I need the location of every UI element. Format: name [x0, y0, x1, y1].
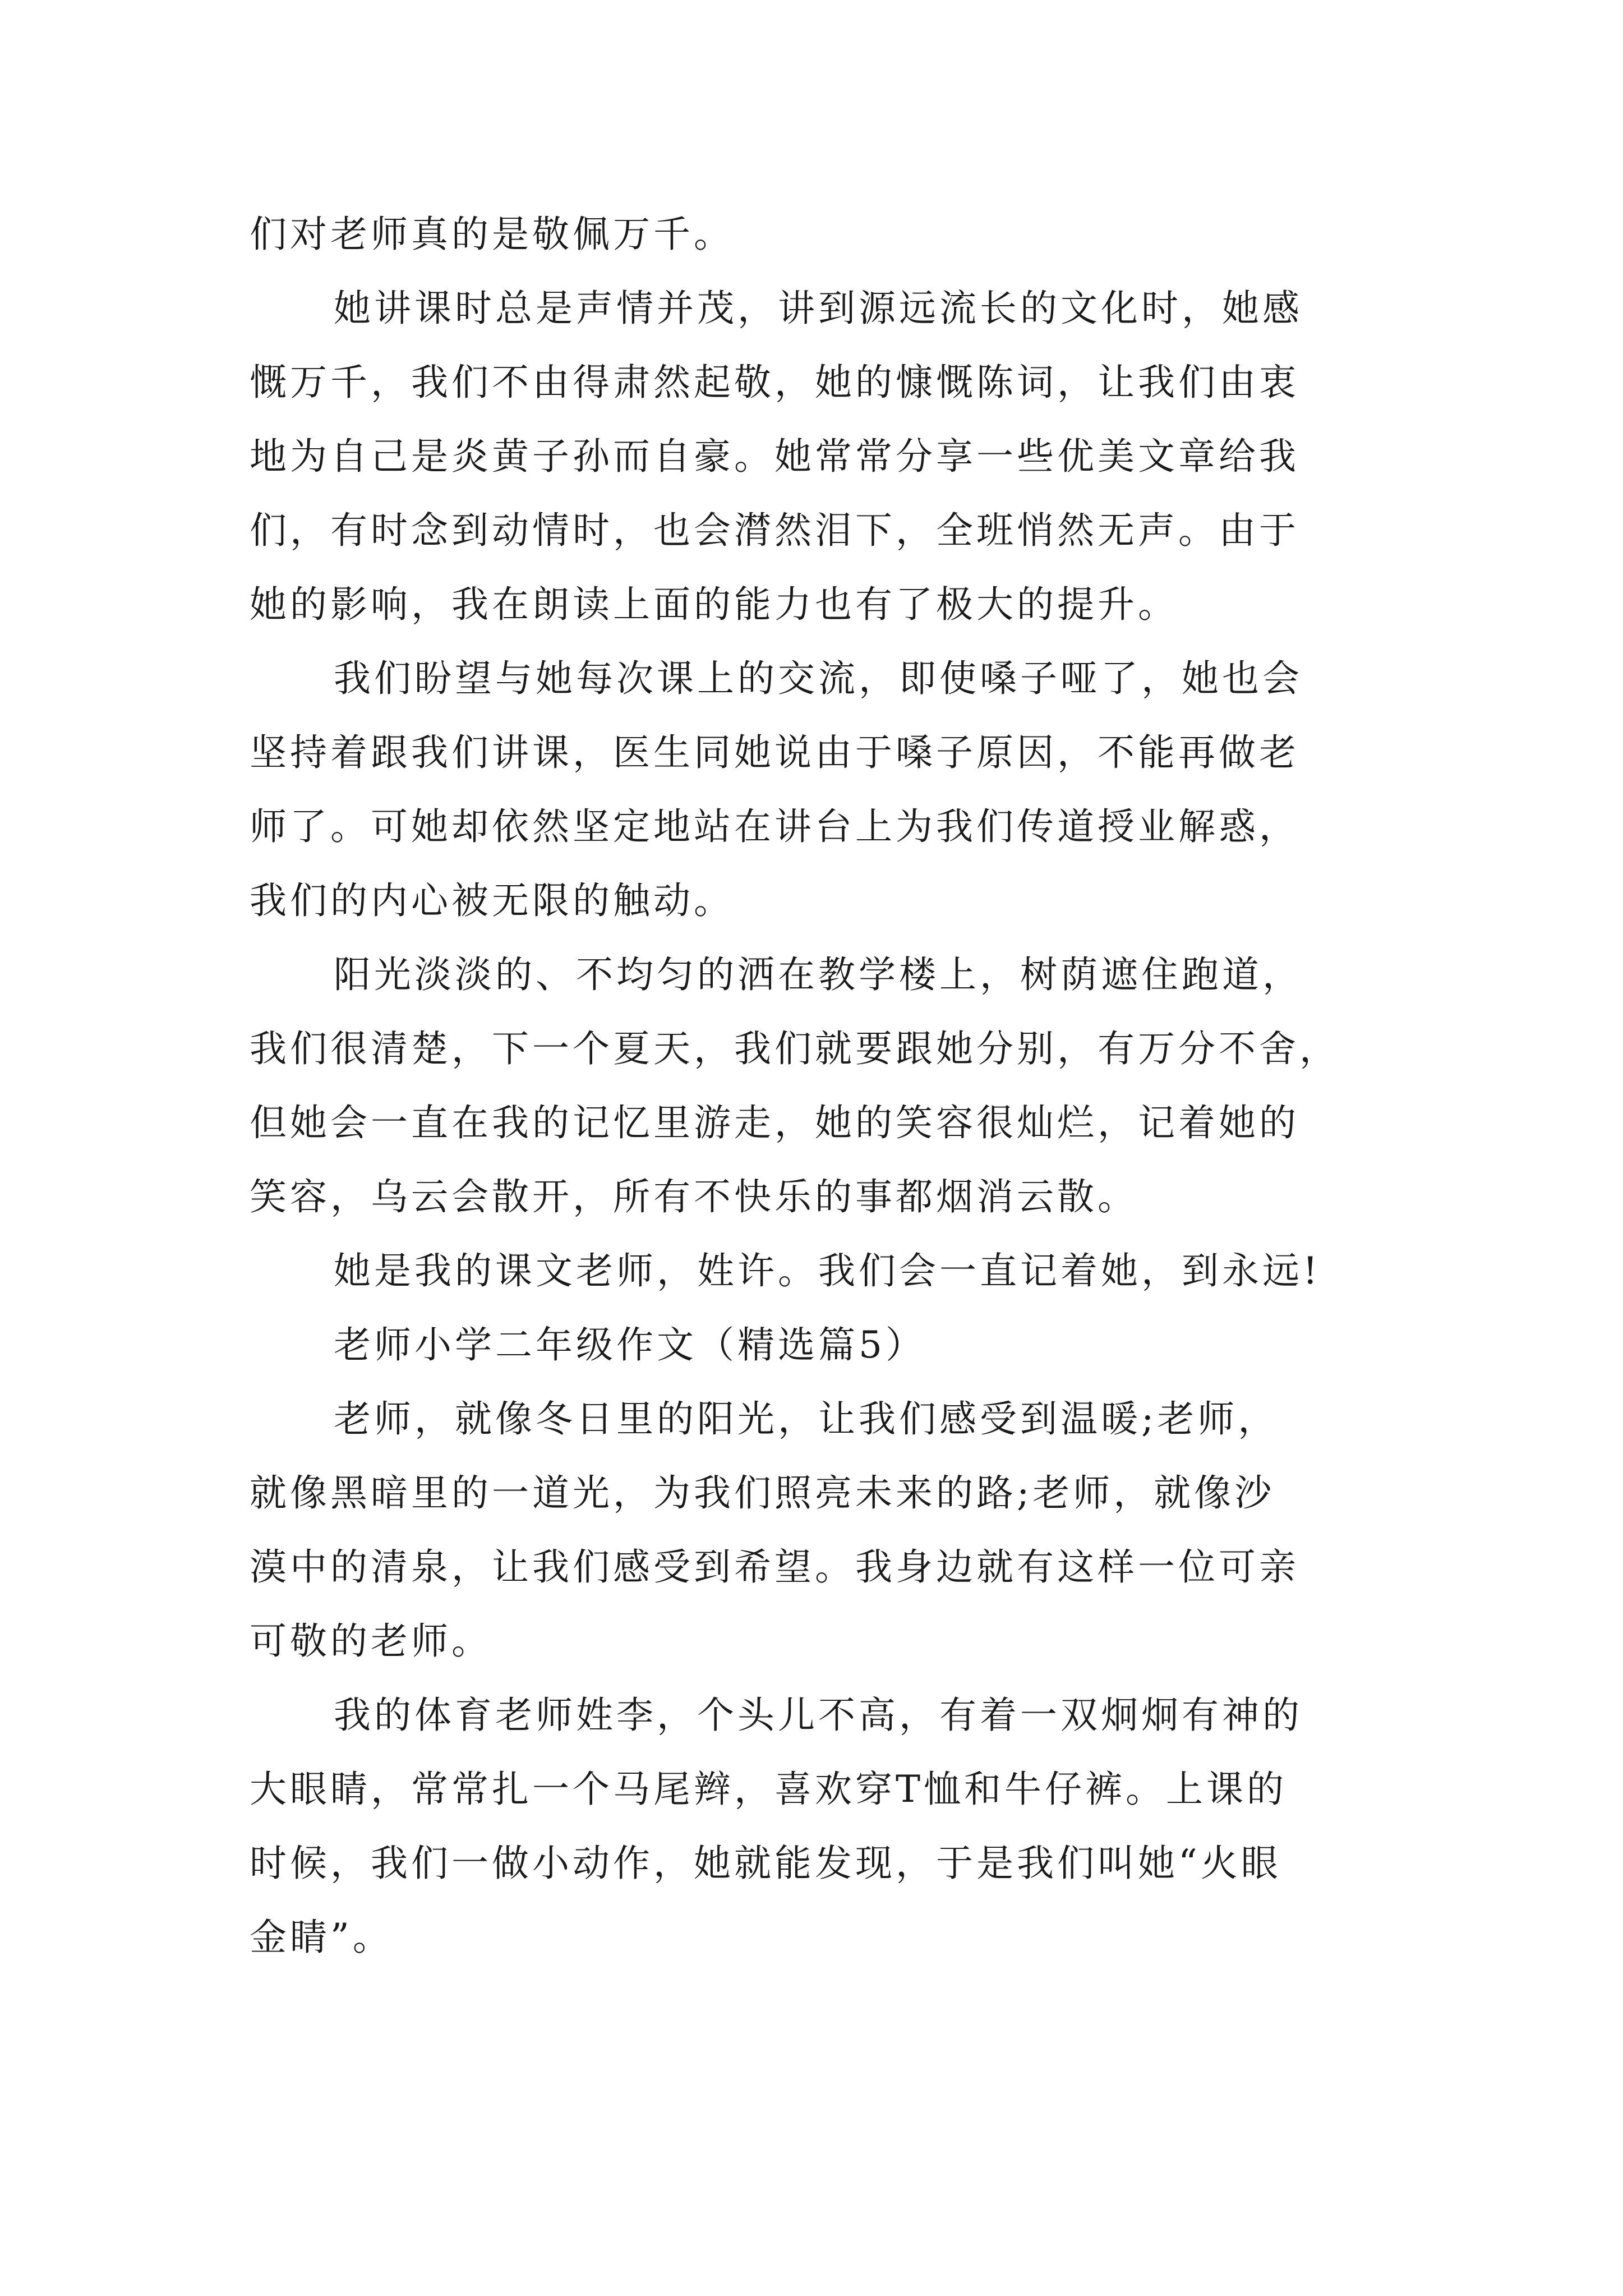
text-line: 时候，我们一做小动作，她就能发现，于是我们叫她“火眼 — [250, 1842, 1281, 1885]
text-line: 但她会一直在我的记忆里游走，她的笑容很灿烂，记着她的 — [250, 1101, 1299, 1144]
text-line: 金睛”。 — [250, 1916, 393, 1959]
text-line: 慨万千，我们不由得肃然起敬，她的慷慨陈词，让我们由衷 — [250, 361, 1299, 404]
text-line: 她是我的课文老师，姓许。我们会一直记着她，到永远! — [334, 1249, 1321, 1292]
text-line: 可敬的老师。 — [250, 1619, 492, 1663]
text-line: 她讲课时总是声情并茂，讲到源远流长的文化时，她感 — [334, 287, 1303, 330]
text-line: 就像黑暗里的一道光，为我们照亮未来的路;老师，就像沙 — [250, 1471, 1275, 1515]
text-line: 我们盼望与她每次课上的交流，即使嗓子哑了，她也会 — [334, 657, 1303, 700]
text-line: 我们很清楚，下一个夏天，我们就要跟她分别，有万分不舍， — [250, 1027, 1340, 1070]
text-line: 们对老师真的是敬佩万千。 — [250, 213, 734, 256]
text-line: 坚持着跟我们讲课，医生同她说由于嗓子原因，不能再做老 — [250, 731, 1299, 774]
text-line: 师了。可她却依然坚定地站在讲台上为我们传道授业解惑， — [250, 805, 1299, 848]
section-heading: 老师小学二年级作文（精选篇5） — [334, 1323, 926, 1366]
text-line: 我的体育老师姓李，个头儿不高，有着一双炯炯有神的 — [334, 1694, 1303, 1737]
text-line: 大眼睛，常常扎一个马尾辫，喜欢穿T恤和牛仔裤。上课的 — [250, 1768, 1288, 1811]
text-line: 们，有时念到动情时，也会潸然泪下，全班悄然无声。由于 — [250, 509, 1299, 552]
text-line: 老师，就像冬日里的阳光，让我们感受到温暖;老师， — [334, 1397, 1279, 1441]
text-line: 阳光淡淡的、不均匀的洒在教学楼上，树荫遮住跑道， — [334, 953, 1303, 996]
document-body — [250, 197, 1394, 1975]
text-line: 笑容，乌云会散开，所有不快乐的事都烟消云散。 — [250, 1175, 1138, 1218]
text-line: 我们的内心被无限的触动。 — [250, 879, 734, 922]
text-line: 她的影响，我在朗读上面的能力也有了极大的提升。 — [250, 583, 1178, 626]
text-line: 漠中的清泉，让我们感受到希望。我身边就有这样一位可亲 — [250, 1545, 1299, 1589]
text-line: 地为自己是炎黄子孙而自豪。她常常分享一些优美文章给我 — [250, 435, 1299, 478]
